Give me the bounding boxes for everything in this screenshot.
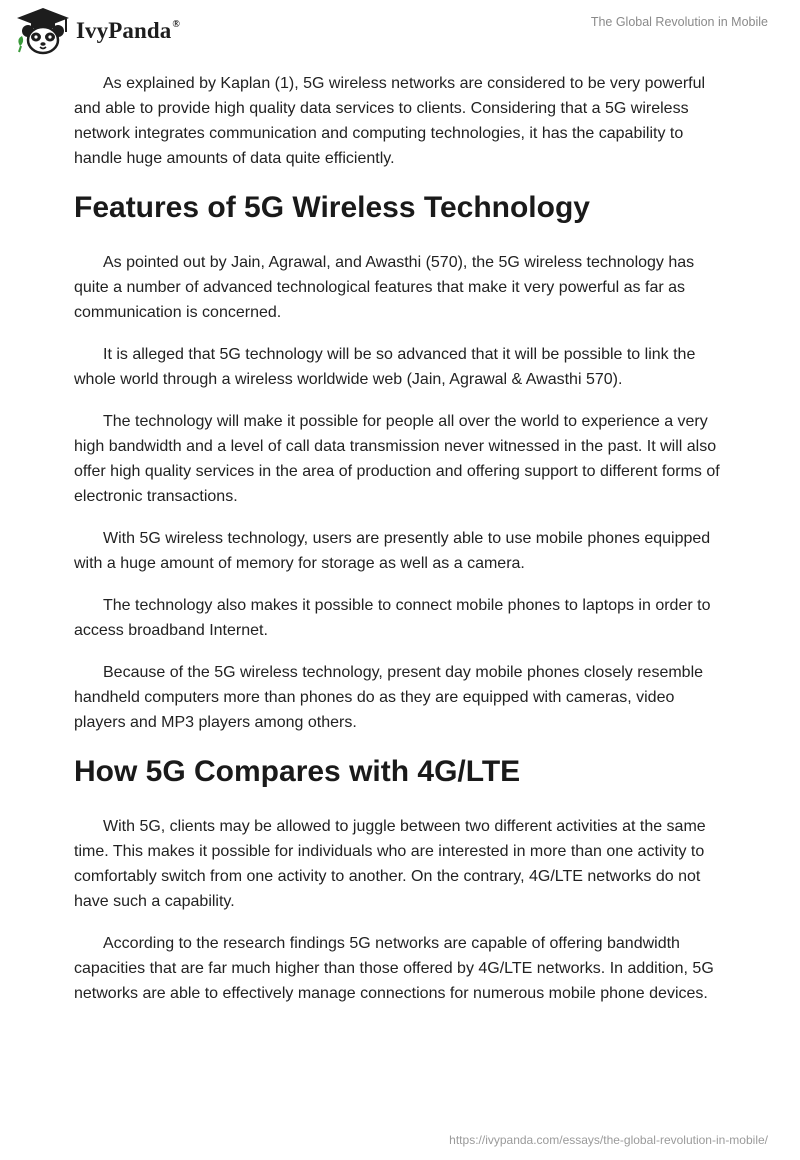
panda-graduate-icon: [14, 6, 72, 56]
ivypanda-logo[interactable]: [14, 6, 180, 56]
brand-name: IvyPanda®: [76, 18, 180, 43]
section-heading-features: Features of 5G Wireless Technology: [74, 191, 590, 224]
paragraph: With 5G wireless technology, users are presently able to use mobile phones equipped with a huge amount of memory for storage as well as a camera.: [74, 530, 711, 572]
section-heading-comparison: How 5G Compares with 4G/LTE: [74, 755, 521, 788]
paragraph: The technology also makes it possible to connect mobile phones to laptops in order to access broadband Internet.: [74, 597, 711, 639]
paragraph: With 5G, clients may be allowed to juggle between two different activities at the same time. This makes it possible for individuals who are interested in more than one activity to comfortably switch from one activity to another. On the contrary, 4G/LTE networks do not have such a capability.: [74, 818, 706, 910]
registered-mark: ®: [172, 19, 180, 31]
paragraph: According to the research findings 5G networks are capable of offering bandwidth capacities that are far much higher than those offered by 4G/LTE networks. In addition, 5G networks are able to effectively manage connections for numerous mobile phone devices.: [74, 935, 714, 1002]
paragraph: It is alleged that 5G technology will be so advanced that it will be possible to link the whole world through a wireless worldwide web (Jain, Agrawal & Awasthi 570).: [74, 346, 696, 388]
source-url-link[interactable]: https://ivypanda.com/essays/the-global-revolution-in-mobile/: [449, 1133, 768, 1147]
paragraph: The technology will make it possible for people all over the world to experience a very high bandwidth and a level of call data transmission never witnessed in the past. It will also offer high quality services in the area of production and offering support to different forms of electronic transactions.: [74, 413, 720, 505]
paragraph: As pointed out by Jain, Agrawal, and Awasthi (570), the 5G wireless technology has quite a number of advanced technological features that make it very powerful as far as communication is concerned.: [74, 254, 695, 321]
intro-paragraph: As explained by Kaplan (1), 5G wireless networks are considered to be very powerful and able to provide high quality data services to clients. Considering that a 5G wireless network integrates communication and computing technologies, it has the capability to handle huge amounts of data quite efficiently.: [74, 75, 706, 167]
paragraph: Because of the 5G wireless technology, present day mobile phones closely resemble handheld computers more than phones do as they are equipped with cameras, video players and MP3 players among others.: [74, 664, 704, 731]
essay-body: [74, 71, 726, 1023]
page-header: [0, 0, 800, 60]
document-title: The Global Revolution in Mobile: [590, 15, 768, 29]
